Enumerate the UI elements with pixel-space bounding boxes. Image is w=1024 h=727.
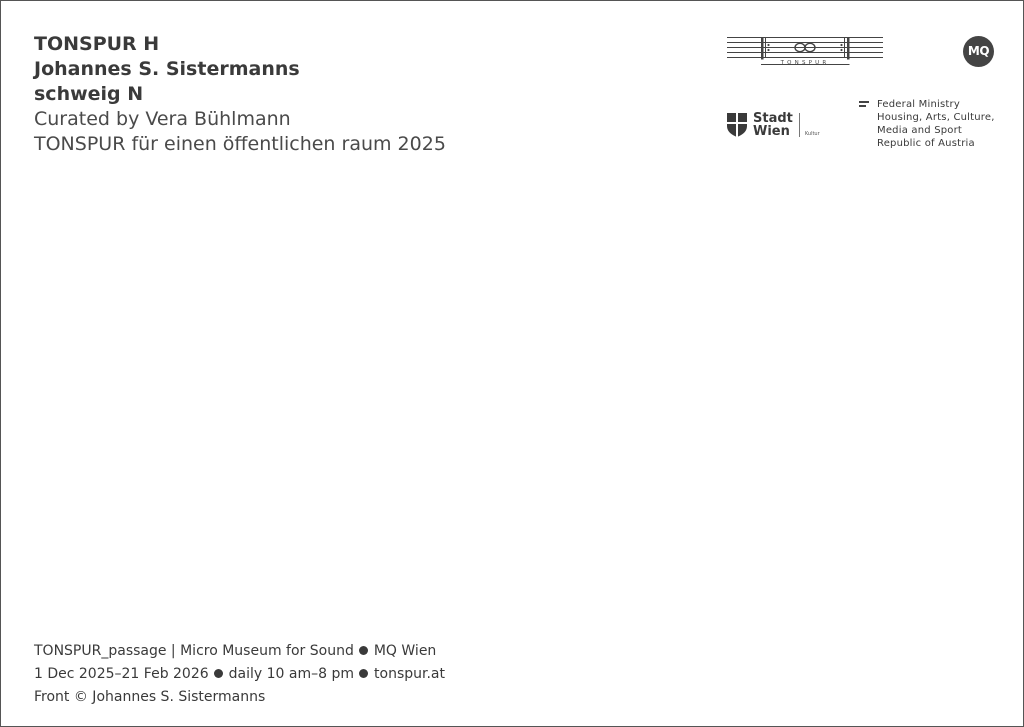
- ministry-line: Republic of Austria: [877, 138, 975, 149]
- tonspur-staff-logo: [727, 35, 883, 67]
- federal-ministry-logo: [859, 98, 995, 150]
- stadt-wien-sub: Kultur: [804, 131, 820, 137]
- stadt-wien-line2: Wien: [753, 124, 790, 139]
- work-title: schweig N: [34, 83, 144, 105]
- austria-flag-icon: [859, 101, 869, 150]
- bullet-dot: [214, 669, 223, 678]
- dates-line: [34, 663, 445, 686]
- stadt-wien-logo: [727, 111, 820, 139]
- ministry-line: Housing, Arts, Culture,: [877, 112, 995, 123]
- bullet-dot: [359, 669, 368, 678]
- exhibition-dates: 1 Dec 2025–21 Feb 2026: [34, 666, 209, 682]
- opening-hours: daily 10 am–8 pm: [228, 666, 355, 682]
- stadt-wien-wordmark: [753, 112, 793, 138]
- mq-logo-label: MQ: [967, 44, 990, 58]
- ministry-line: Federal Ministry: [877, 99, 960, 110]
- series-title: TONSPUR H: [34, 33, 160, 55]
- venue-line: [34, 640, 445, 663]
- venue-place: MQ Wien: [373, 643, 437, 659]
- bullet-dot: [359, 646, 368, 655]
- curator-line: Curated by Vera Bühlmann: [34, 108, 291, 130]
- mq-logo: [963, 36, 994, 67]
- tonspur-staff-icon: [727, 35, 883, 67]
- header-block: [34, 32, 446, 157]
- stadt-wien-divider: [799, 113, 800, 137]
- footer-block: [34, 640, 445, 709]
- program-line: TONSPUR für einen öffentlichen raum 2025: [34, 133, 446, 155]
- tonspur-lettering: TONSPUR: [780, 60, 830, 66]
- ministry-line: Media and Sport: [877, 125, 963, 136]
- stadt-wien-line1: Stadt: [753, 111, 793, 126]
- artist-name: Johannes S. Sistermanns: [34, 58, 300, 80]
- vienna-shield-icon: [727, 113, 747, 137]
- ministry-text: [877, 98, 995, 150]
- credit-line: Front © Johannes S. Sistermanns: [34, 689, 266, 705]
- venue-name: TONSPUR_passage | Micro Museum for Sound: [34, 643, 354, 659]
- website: tonspur.at: [374, 666, 445, 682]
